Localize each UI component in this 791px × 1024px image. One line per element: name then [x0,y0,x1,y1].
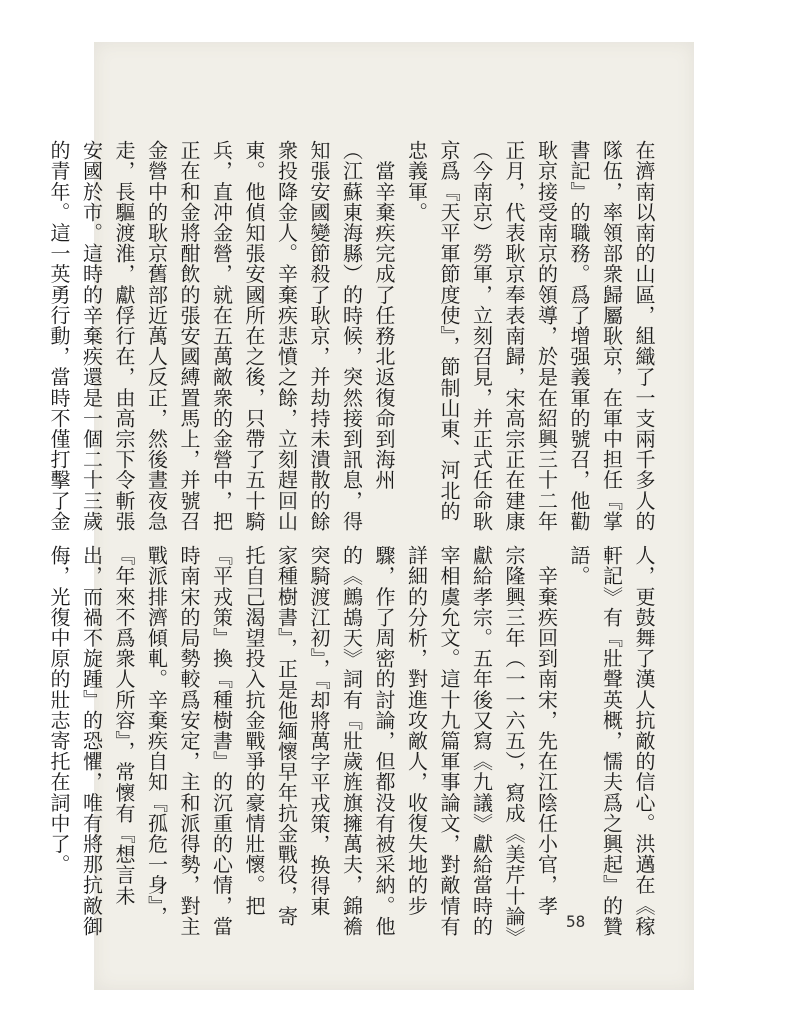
lower-text-column: 時南宋的局勢較爲安定，主和派得勢，對主 [177,545,201,937]
upper-text-column: 書記』的職務。爲了增强義軍的號召，他勸 [567,140,591,532]
upper-text-column: 在濟南以南的山區，組織了一支兩千多人的 [632,140,656,532]
lower-text-column: 突騎渡江初』，『却將萬字平戎策，换得東 [307,545,331,917]
upper-text-column: 正在和金將酣飲的張安國縛置馬上，并號召 [177,140,201,532]
lower-text-column: 侮，光復中原的壯志寄托在詞中了。 [47,545,71,875]
lower-text-column: 辛棄疾回到南宋，先在江陰任小官，孝 [534,545,559,916]
upper-text-column: 金營中的耿京舊部近萬人反正，然後晝夜急 [144,140,169,532]
upper-text-column: 安國於市。這時的辛棄疾還是一個二十三歲 [79,140,104,532]
lower-text-column: 詳細的分析，對進攻敵人，收復失地的步 [404,545,429,916]
upper-text-column: 衆投降金人。辛棄疾悲憤之餘，立刻趕回山 [274,140,299,532]
lower-text-column: 『年來不爲衆人所容』，常懷有『想言未 [112,545,136,906]
upper-text-column: 正月，代表耿京奉表南歸，宋高宗正在建康 [502,140,526,532]
upper-text-column: 忠義軍。 [404,140,429,223]
lower-text-column: 戰派排濟傾軋。辛棄疾自知『孤危一身』， [144,545,169,927]
upper-text-column: （江蘇東海縣）的時候，突然接到訊息，得 [339,140,364,532]
lower-text-column: 宗隆興三年（一一六五），寫成《美芹十論》 [502,545,526,947]
upper-text-column: 東。他偵知張安國所在之後，只帶了五十騎 [242,140,266,532]
upper-text-column: 的青年。這一英勇行動，當時不僅打擊了金 [47,140,71,532]
lower-text-column: 驟，作了周密的討論，但都没有被采納。他 [372,545,396,937]
upper-text-column: （今南京）勞軍，立刻召見，并正式任命耿 [469,140,494,532]
upper-text-column: 當辛棄疾完成了任務北返復命到海州 [372,140,396,491]
upper-text-column: 京爲『天平軍節度使』，節制山東、河北的 [437,140,461,522]
lower-text-column: 語。 [567,545,591,587]
upper-text-column: 兵，直冲金營，就在五萬敵衆的金營中，把 [209,140,234,532]
lower-text-column: 的《鷓鴣天》詞有『壯歲旌旗擁萬夫，錦襜 [339,545,364,937]
page-number: 58 [566,912,586,931]
upper-text-column: 耿京接受南京的領導，於是在紹興三十二年 [534,140,559,532]
lower-text-column: 出，而禍不旋踵』的恐懼，唯有將那抗敵御 [79,545,104,937]
upper-text-column: 知張安國變節殺了耿京，并劫持未潰散的餘 [307,140,331,532]
upper-text-column: 走，長驅渡淮，獻俘行在，由高宗下令斬張 [112,140,136,532]
lower-text-column: 宰相虞允文。這十九篇軍事論文，對敵情有 [437,545,461,937]
lower-text-column: 軒記》有『壯聲英概，懦夫爲之興起』的贊 [599,545,624,937]
lower-text-column: 獻給孝宗。五年後又寫《九議》獻給當時的 [469,545,494,937]
lower-text-column: 家種樹書』，正是他緬懷早年抗金戰役，寄 [274,545,299,927]
lower-text-column: 『平戎策』換『種樹書』的沉重的心情，當 [209,545,234,937]
upper-text-block [43,140,661,530]
upper-text-column: 隊伍，率領部衆歸屬耿京，在軍中担任『掌 [599,140,624,532]
lower-text-column: 人，更鼓舞了漢人抗敵的信心。洪邁在《稼 [632,545,656,937]
lower-text-column: 托自己渴望投入抗金戰爭的豪情壯懷。把 [242,545,266,916]
